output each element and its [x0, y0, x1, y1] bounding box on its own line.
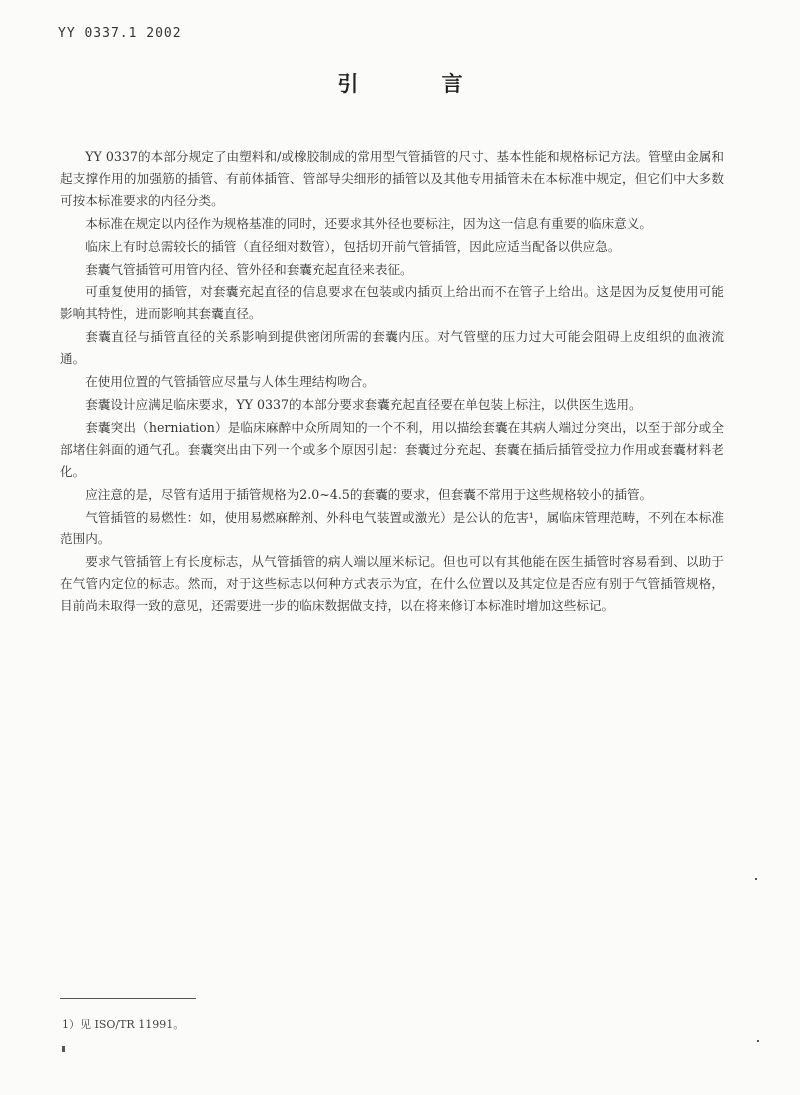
paragraph: 应注意的是，尽管有适用于插管规格为2.0~4.5的套囊的要求，但套囊不常用于这些规格较小的插管。	[85, 486, 653, 502]
paragraph: 套囊气管插管可用管内径、管外径和套囊充起直径来表征。	[85, 261, 413, 277]
body-text	[60, 146, 724, 618]
paragraph: 要求气管插管上有长度标志，从气管插管的病人端以厘米标记。但也可以有其他能在医生插管时容易看到、以助于在气管内定位的标志。然而，对于这些标志以何种方式表示为宜，在什么位置以及其定位是否应有别于气管插管规格，目前尚未取得一致的意见，还需要进一步的临床数据做支持，以在将来修订本标准时增加这些标记。	[60, 554, 724, 614]
scan-mark	[755, 878, 757, 880]
footnote-rule	[60, 998, 196, 999]
standard-code: YY 0337.1 2002	[58, 26, 182, 41]
paragraph: 套囊直径与插管直径的关系影响到提供密闭所需的套囊内压。对气管壁的压力过大可能会阻碍上皮组织的血液流通。	[60, 329, 724, 367]
paragraph: 可重复使用的插管，对套囊充起直径的信息要求在包装或内插页上给出而不在管子上给出。这是因为反复使用可能影响其特性，进而影响其套囊直径。	[60, 284, 724, 322]
scan-mark	[757, 1040, 759, 1042]
scan-mark	[62, 1046, 65, 1052]
paragraph: 气管插管的易燃性：如，使用易燃麻醉剂、外科电气装置或激光）是公认的危害¹，属临床管理范畴，不列在本标准范围内。	[60, 509, 724, 547]
paragraph: 套囊突出（herniation）是临床麻醉中众所周知的一个不利，用以描绘套囊在其病人端过分突出，以至于部分或全部堵住斜面的通气孔。套囊突出由下列一个或多个原因引起：套囊过分充起、套囊在插后插管受拉力作用或套囊材料老化。	[60, 419, 724, 479]
footnote: 1）见 ISO/TR 11991。	[62, 1018, 185, 1031]
page-title: 引 言	[337, 72, 501, 96]
paragraph: 套囊设计应满足临床要求，YY 0337的本部分要求套囊充起直径要在单包装上标注，以供医生选用。	[85, 396, 642, 412]
paragraph: 本标准在规定以内径作为规格基准的同时，还要求其外径也要标注，因为这一信息有重要的临床意义。	[85, 215, 652, 231]
paragraph: YY 0337的本部分规定了由塑料和/或橡胶制成的常用型气管插管的尺寸、基本性能和规格标记方法。管壁由金属和起支撑作用的加强筋的插管、有前体插管、管部导尖细形的插管以及其他专用插管未在本标准中规定，但它们中大多数可按本标准要求的内径分类。	[60, 149, 724, 208]
paragraph: 临床上有时总需较长的插管（直径细对数管），包括切开前气管插管，因此应适当配备以供应急。	[85, 238, 621, 254]
paragraph: 在使用位置的气管插管应尽量与人体生理结构吻合。	[85, 374, 375, 390]
